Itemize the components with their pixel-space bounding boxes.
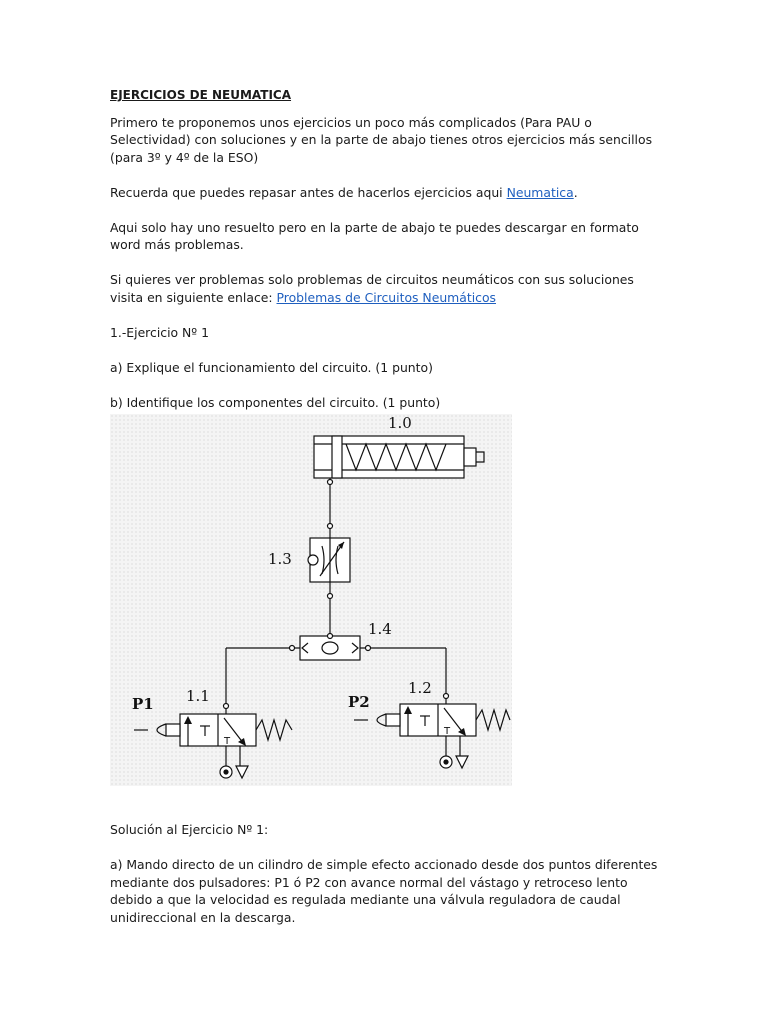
document-title: EJERCICIOS DE NEUMATICA bbox=[110, 88, 292, 102]
label-valve1: 1.1 bbox=[186, 687, 210, 705]
label-flow-valve: 1.3 bbox=[268, 550, 292, 568]
label-p1: P1 bbox=[132, 695, 154, 713]
valve-1-2 bbox=[348, 679, 510, 768]
problems-paragraph: Si quieres ver problemas solo problemas de circuitos neumáticos con sus soluciones visita en siguiente enlace: Problemas de Circuitos Neumáticos bbox=[110, 272, 634, 305]
svg-text:T: T bbox=[444, 726, 451, 737]
label-p2: P2 bbox=[348, 693, 370, 711]
valve-1-1 bbox=[132, 687, 292, 778]
label-shuttle: 1.4 bbox=[368, 620, 392, 638]
solution-a: a) Mando directo de un cilindro de simple efecto accionado desde dos puntos diferentes mediante dos pulsadores: P1 ó P2 con avance normal del vástago y retroceso lento debido a que la velocidad es regulada mediante una válvula reguladora de caudal unidireccional en la descarga. bbox=[110, 857, 658, 925]
document-body bbox=[110, 87, 665, 429]
shuttle-valve-1-4 bbox=[300, 620, 392, 660]
label-valve2: 1.2 bbox=[408, 679, 432, 697]
solution-section bbox=[110, 821, 670, 944]
neumatica-link[interactable]: Neumatica bbox=[506, 184, 574, 200]
review-paragraph: Recuerda que puedes repasar antes de hacerlos ejercicios aqui Neumatica. bbox=[110, 184, 578, 200]
svg-text:T: T bbox=[224, 736, 231, 747]
question-b: b) Identifique los componentes del circuito. (1 punto) bbox=[110, 394, 441, 410]
download-paragraph: Aqui solo hay uno resuelto pero en la parte de abajo te puedes descargar en formato word más problemas. bbox=[110, 219, 639, 252]
exercise-heading: 1.-Ejercicio Nº 1 bbox=[110, 324, 209, 340]
flow-control-valve-1-3 bbox=[268, 538, 350, 582]
pneumatic-circuit-diagram bbox=[110, 414, 512, 786]
problems-link[interactable]: Problemas de Circuitos Neumáticos bbox=[276, 289, 496, 305]
solution-heading: Solución al Ejercicio Nº 1: bbox=[110, 822, 269, 837]
question-a: a) Explique el funcionamiento del circuito. (1 punto) bbox=[110, 359, 433, 375]
cylinder-1-0 bbox=[314, 414, 484, 478]
intro-paragraph: Primero te proponemos unos ejercicios un poco más complicados (Para PAU o Selectividad) con soluciones y en la parte de abajo tienes otros ejercicios más sencillos (para 3º y 4º de la ESO) bbox=[110, 114, 653, 165]
label-cylinder: 1.0 bbox=[388, 414, 412, 432]
